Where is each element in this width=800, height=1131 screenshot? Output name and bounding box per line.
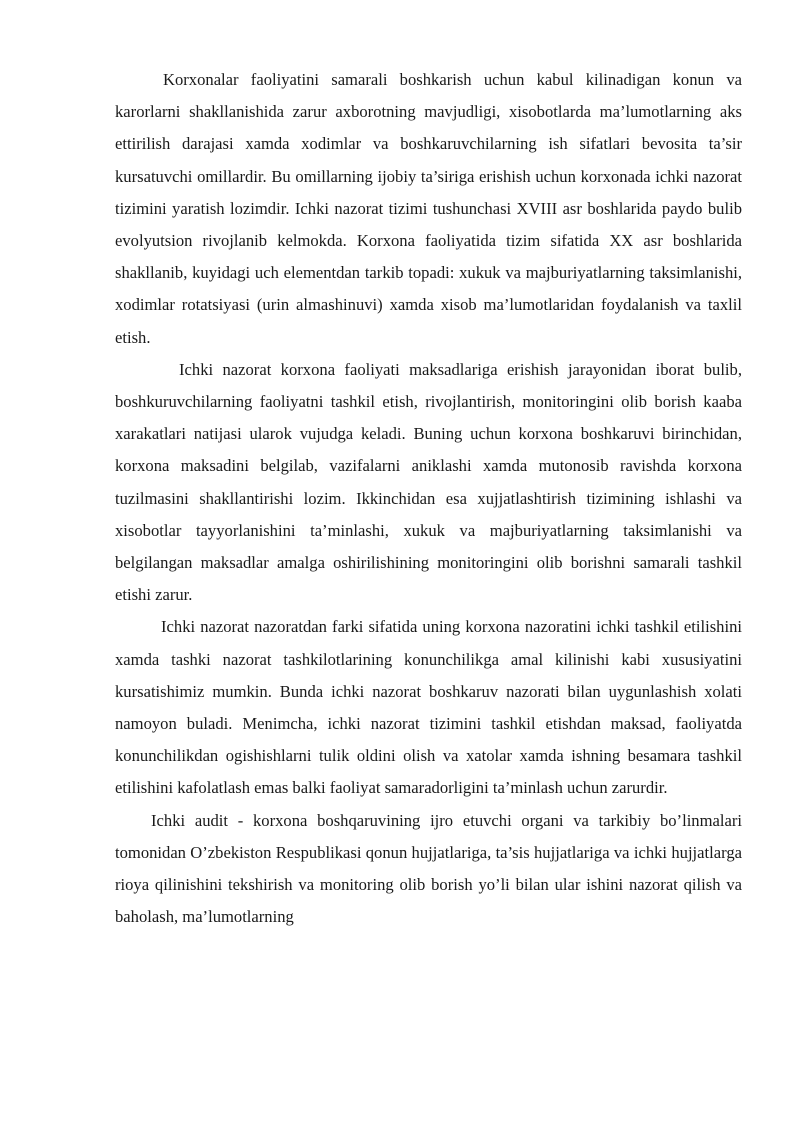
document-page [115,64,742,933]
paragraph-3: Ichki nazorat nazoratdan farki sifatida uning korxona nazoratini ichki tashkil etilishini xamda tashki nazorat tashkilotlarining konunchilikga amal kilinishi kabi xususiyatini kursatishimiz mumkin. Bunda ichki nazorat boshkaruv nazorati bilan uygunlashish xolati namoyon buladi. Menimcha, ichki nazorat tizimini tashkil etishdan maksad, faoliyatda konunchilikdan ogishishlarni tulik oldini olish va xatolar xamda ishning besamara tashkil etilishini kafolatlash emas balki faoliyat samaradorligini ta’minlash uchun zarurdir. [115,617,742,798]
paragraph-2: Ichki nazorat korxona faoliyati maksadlariga erishish jarayonidan iborat bulib, boshkuruvchilarning faoliyatni tashkil etish, rivojlantirish, monitoringini olib borish kaaba xarakatlari natijasi ularok vujudga keladi. Buning uchun korxona boshkaruvi birinchidan, korxona maksadini belgilab, vazifalarni aniklashi xamda mutonosib ravishda korxona tuzilmasini shakllantirishi lozim. Ikkinchidan esa xujjatlashtirish tizimining ishlashi va xisobotlar tayyorlanishini ta’minlashi, xukuk va majburiyatlarning taksimlanishi va belgilangan maksadlar amalga oshirilishining monitoringini olib borishni samarali tashkil etishi zarur. [115,359,742,605]
paragraph-1: Korxonalar faoliyatini samarali boshkarish uchun kabul kilinadigan konun va karorlarni shakllanishida zarur axborotning mavjudligi, xisobotlarda ma’lumotlarning aks ettirilish darajasi xamda xodimlar va boshkaruvchilarning ish sifatlari bevosita ta’sir kursatuvchi omillardir. Bu omillarning ijobiy ta’siriga erishish uchun korxonada ichki nazorat tizimini yaratish lozimdir. Ichki nazorat tizimi tushunchasi XVIII asr boshlarida paydo bulib evolyutsion rivojlanib kelmokda. Korxona faoliyatida tizim sifatida XX asr boshlarida shakllanib, kuyidagi uch elementdan tarkib topadi: xukuk va majburiyatlarning taksimlanishi, xodimlar rotatsiyasi (urin almashinuvi) xamda xisob ma’lumotlaridan foydalanish va taxlil etish. [115,70,742,347]
paragraph-4: Ichki audit - korxona boshqaruvining ijro etuvchi organi va tarkibiy bo’linmalari tomonidan O’zbekiston Respublikasi qonun hujjatlariga, ta’sis hujjatlariga va ichki hujjatlarga rioya qilinishini tekshirish va monitoring olib borish yo’li bilan ular ishini nazorat qilish va baholash, ma’lumotlarning [115,810,742,927]
